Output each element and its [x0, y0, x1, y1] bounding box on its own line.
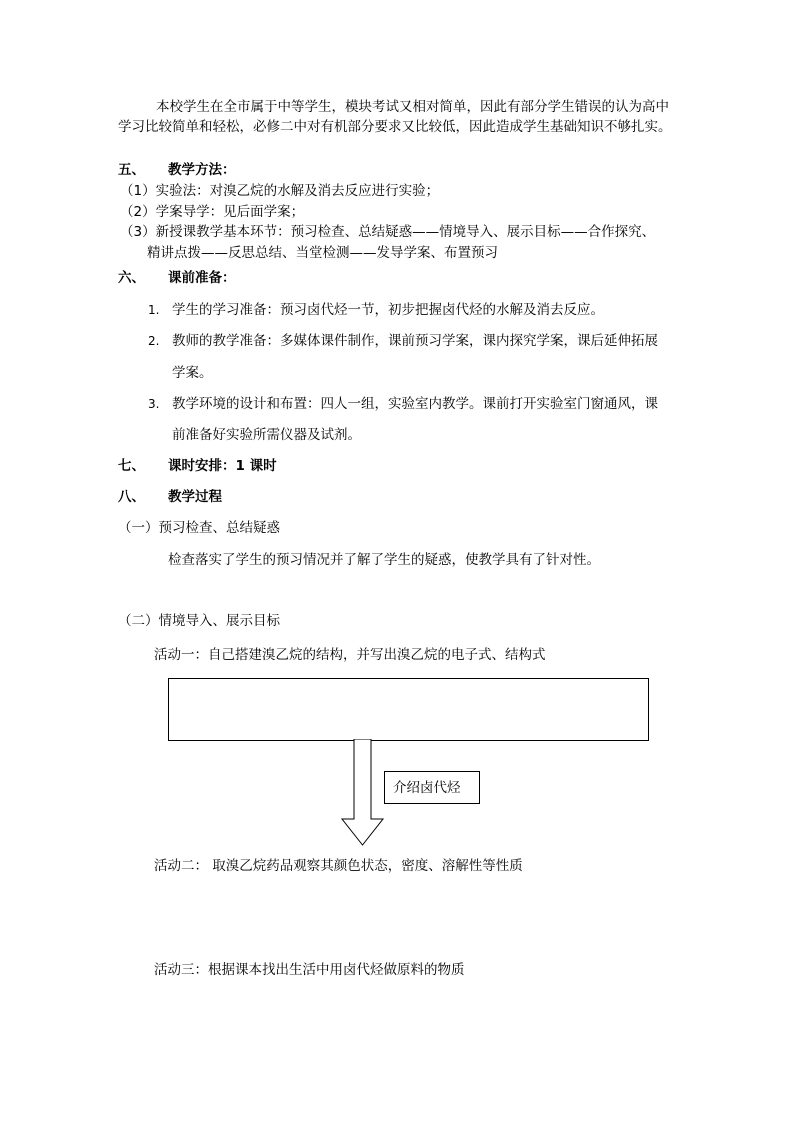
prep-item-3-text: 教学环境的设计和布置：四人一组，实验室内教学。课前打开实验室门窗通风，课 [172, 396, 658, 412]
part1-text: 检查落实了学生的预习情况并了解了学生的疑惑，使教学具有了针对性。 [168, 552, 600, 568]
down-arrow-icon [340, 739, 386, 847]
intro-halide-box [384, 771, 480, 804]
section5-item-1: （1）实验法：对溴乙烷的水解及消去反应进行实验； [120, 183, 440, 199]
part2-heading: （二）情境导入、展示目标 [118, 613, 280, 629]
section5-title: 教学方法： [168, 162, 236, 178]
prep-item-1-number: 1. [148, 303, 160, 317]
prep-item-1-text: 学生的学习准备：预习卤代烃一节，初步把握卤代烃的水解及消去反应。 [172, 302, 604, 318]
section8-number: 八、 [118, 489, 145, 505]
section5-number: 五、 [118, 162, 145, 178]
section6-number: 六、 [118, 270, 145, 286]
prep-item-3-number: 3. [148, 397, 160, 411]
activity-3: 活动三：根据课本找出生活中用卤代烃做原料的物质 [154, 962, 465, 978]
intro-halide-label: 介绍卤代烃 [393, 780, 461, 796]
answer-box [168, 678, 649, 741]
prep-item-2-text-cont: 学案。 [172, 365, 213, 381]
section5-item-3-cont: 精讲点拨——反思总结、当堂检测——发导学案、布置预习 [147, 245, 498, 261]
intro-paragraph: 本校学生在全市属于中等学生，模块考试又相对简单，因此有部分学生错误的认为高中学习比较简单和轻松，必修二中对有机部分要求又比较低，因此造成学生基础知识不够扎实。 [118, 99, 672, 135]
section5-item-2: （2）学案导学：见后面学案； [120, 204, 305, 220]
section6-title: 课前准备： [168, 270, 236, 286]
part1-heading: （一）预习检查、总结疑惑 [118, 520, 280, 536]
activity-2: 活动二： 取溴乙烷药品观察其颜色状态，密度、溶解性等性质 [154, 858, 523, 874]
prep-item-2-number: 2. [148, 334, 160, 348]
prep-item-2-text: 教师的教学准备：多媒体课件制作，课前预习学案，课内探究学案，课后延伸拓展 [172, 333, 658, 349]
prep-item-3-text-cont: 前准备好实验所需仪器及试剂。 [172, 427, 361, 443]
section5-item-3: （3）新授课教学基本环节：预习检查、总结疑惑——情境导入、展示目标——合作探究、 [120, 224, 656, 240]
section7-number: 七、 [118, 458, 145, 474]
section7-title: 课时安排：1 课时 [168, 458, 277, 474]
section8-title: 教学过程 [168, 489, 222, 505]
activity-1: 活动一：自己搭建溴乙烷的结构，并写出溴乙烷的电子式、结构式 [154, 647, 546, 663]
